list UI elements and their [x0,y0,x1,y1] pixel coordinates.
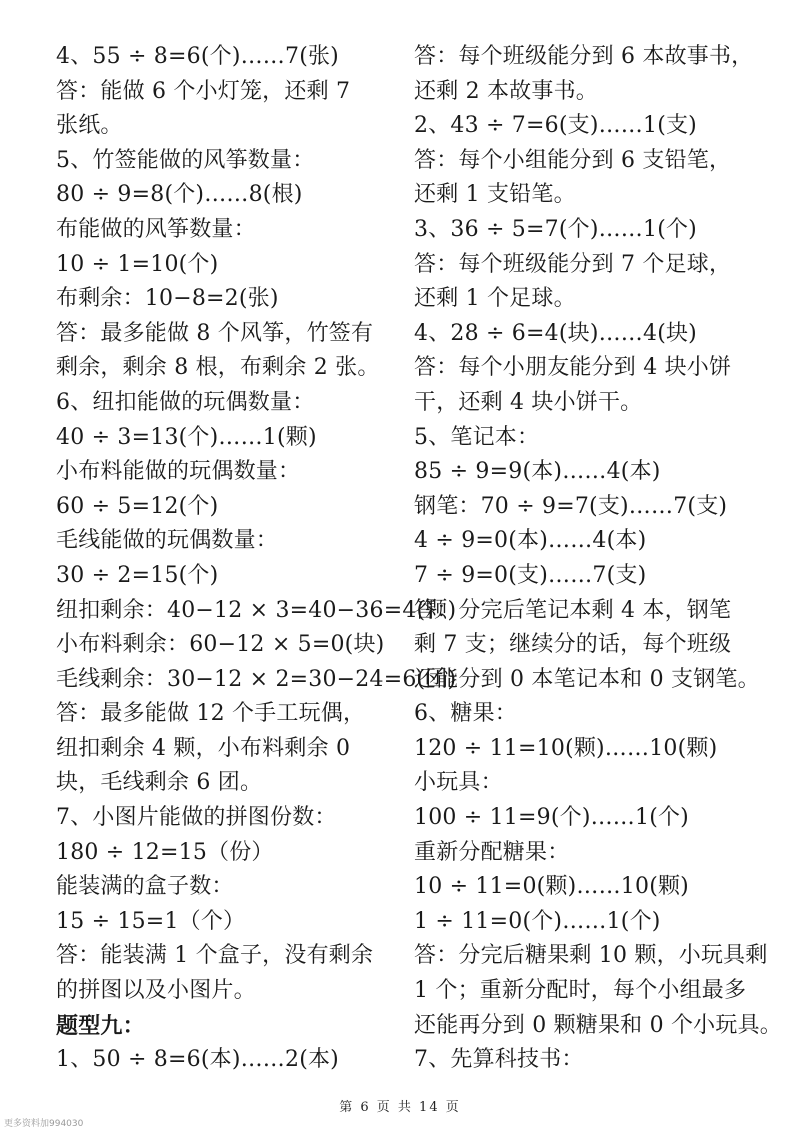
text-line: 180 ÷ 12=15（份） [56,839,274,865]
left-column [56,40,457,1078]
text-line: 张纸。 [56,113,123,139]
text-line: 答：最多能做 12 个手工玩偶， [56,701,366,727]
text-line: 小布料能做的玩偶数量： [56,459,301,485]
text-line: 5、笔记本： [414,424,540,450]
text-line: 还能分到 0 本笔记本和 0 支钢笔。 [414,666,760,692]
section-heading: 题型九： [56,1012,145,1039]
text-line: 还剩 2 本故事书。 [414,78,598,104]
text-line: 100 ÷ 11=9(个)……1(个) [414,805,689,831]
text-line: 7 ÷ 9=0(支)……7(支) [414,562,647,588]
text-line: 答：最多能做 8 个风筝，竹签有 [56,320,374,346]
text-line: 纽扣剩余：40−12 × 3=40−36=4(颗) [56,597,457,623]
text-line: 还能再分到 0 颗糖果和 0 个小玩具。 [414,1012,782,1038]
text-line: 答：每个小组能分到 6 支铅笔， [414,147,732,173]
text-line: 15 ÷ 15=1（个） [56,908,246,934]
text-line: 毛线剩余：30−12 × 2=30−24=6(团) [56,666,457,692]
text-line: 块，毛线剩余 6 团。 [56,770,263,796]
text-line: 85 ÷ 9=9(本)……4(本) [414,459,661,485]
text-line: 2、43 ÷ 7=6(支)……1(支) [414,113,697,139]
text-line: 能装满的盒子数： [56,874,234,900]
text-line: 的拼图以及小图片。 [56,978,256,1004]
text-line: 小布料剩余：60−12 × 5=0(块) [56,632,385,658]
watermark-text: 更多资料加994030 [4,1119,84,1129]
text-line: 剩余，剩余 8 根，布剩余 2 张。 [56,355,380,381]
text-line: 7、小图片能做的拼图份数： [56,805,337,831]
text-line: 4 ÷ 9=0(本)……4(本) [414,528,647,554]
text-line: 4、55 ÷ 8=6(个)……7(张) [56,44,339,69]
text-line: 3、36 ÷ 5=7(个)……1(个) [414,216,697,242]
text-line: 4、28 ÷ 6=4(块)……4(块) [414,320,697,346]
text-line: 毛线能做的玩偶数量： [56,528,279,554]
text-line: 答：分完后糖果剩 10 颗，小玩具剩 [414,943,768,969]
text-line: 布能做的风筝数量： [56,216,256,242]
text-line: 还剩 1 个足球。 [414,286,576,312]
text-line: 还剩 1 支铅笔。 [414,182,576,208]
text-line: 小玩具： [414,770,503,796]
text-line: 7、先算科技书： [414,1047,584,1073]
text-line: 重新分配糖果： [414,839,570,865]
text-line: 答：每个班级能分到 7 个足球， [414,251,732,277]
text-line: 1 个；重新分配时，每个小组最多 [414,978,747,1004]
text-line: 答：分完后笔记本剩 4 本，钢笔 [414,597,732,623]
text-line: 答：能做 6 个小灯笼，还剩 7 [56,78,351,104]
text-line: 80 ÷ 9=8(个)……8(根) [56,182,303,208]
text-line: 答：每个小朋友能分到 4 块小饼 [414,355,732,381]
text-line: 答：每个班级能分到 6 本故事书， [414,44,754,69]
text-line: 布剩余：10−8=2(张) [56,286,279,312]
text-line: 剩 7 支；继续分的话，每个班级 [414,632,732,658]
text-line: 6、糖果： [414,701,517,727]
text-line: 120 ÷ 11=10(颗)……10(颗) [414,735,718,761]
page-number: 第 6 页 共 14 页 [339,1100,461,1115]
text-line: 6、纽扣能做的玩偶数量： [56,389,315,415]
text-line: 40 ÷ 3=13(个)……1(颗) [56,424,317,450]
text-line: 1、50 ÷ 8=6(本)……2(本) [56,1047,339,1073]
right-column [414,40,786,1078]
text-line: 钢笔：70 ÷ 9=7(支)……7(支) [414,493,728,519]
text-line: 1 ÷ 11=0(个)……1(个) [414,908,661,934]
text-line: 10 ÷ 11=0(颗)……10(颗) [414,874,689,900]
text-line: 干，还剩 4 块小饼干。 [414,389,643,415]
text-line: 答：能装满 1 个盒子，没有剩余 [56,943,374,969]
text-line: 5、竹签能做的风筝数量： [56,147,315,173]
text-line: 60 ÷ 5=12(个) [56,493,219,519]
text-line: 10 ÷ 1=10(个) [56,251,219,277]
text-line: 30 ÷ 2=15(个) [56,562,219,588]
text-line: 纽扣剩余 4 颗，小布料剩余 0 [56,735,351,761]
